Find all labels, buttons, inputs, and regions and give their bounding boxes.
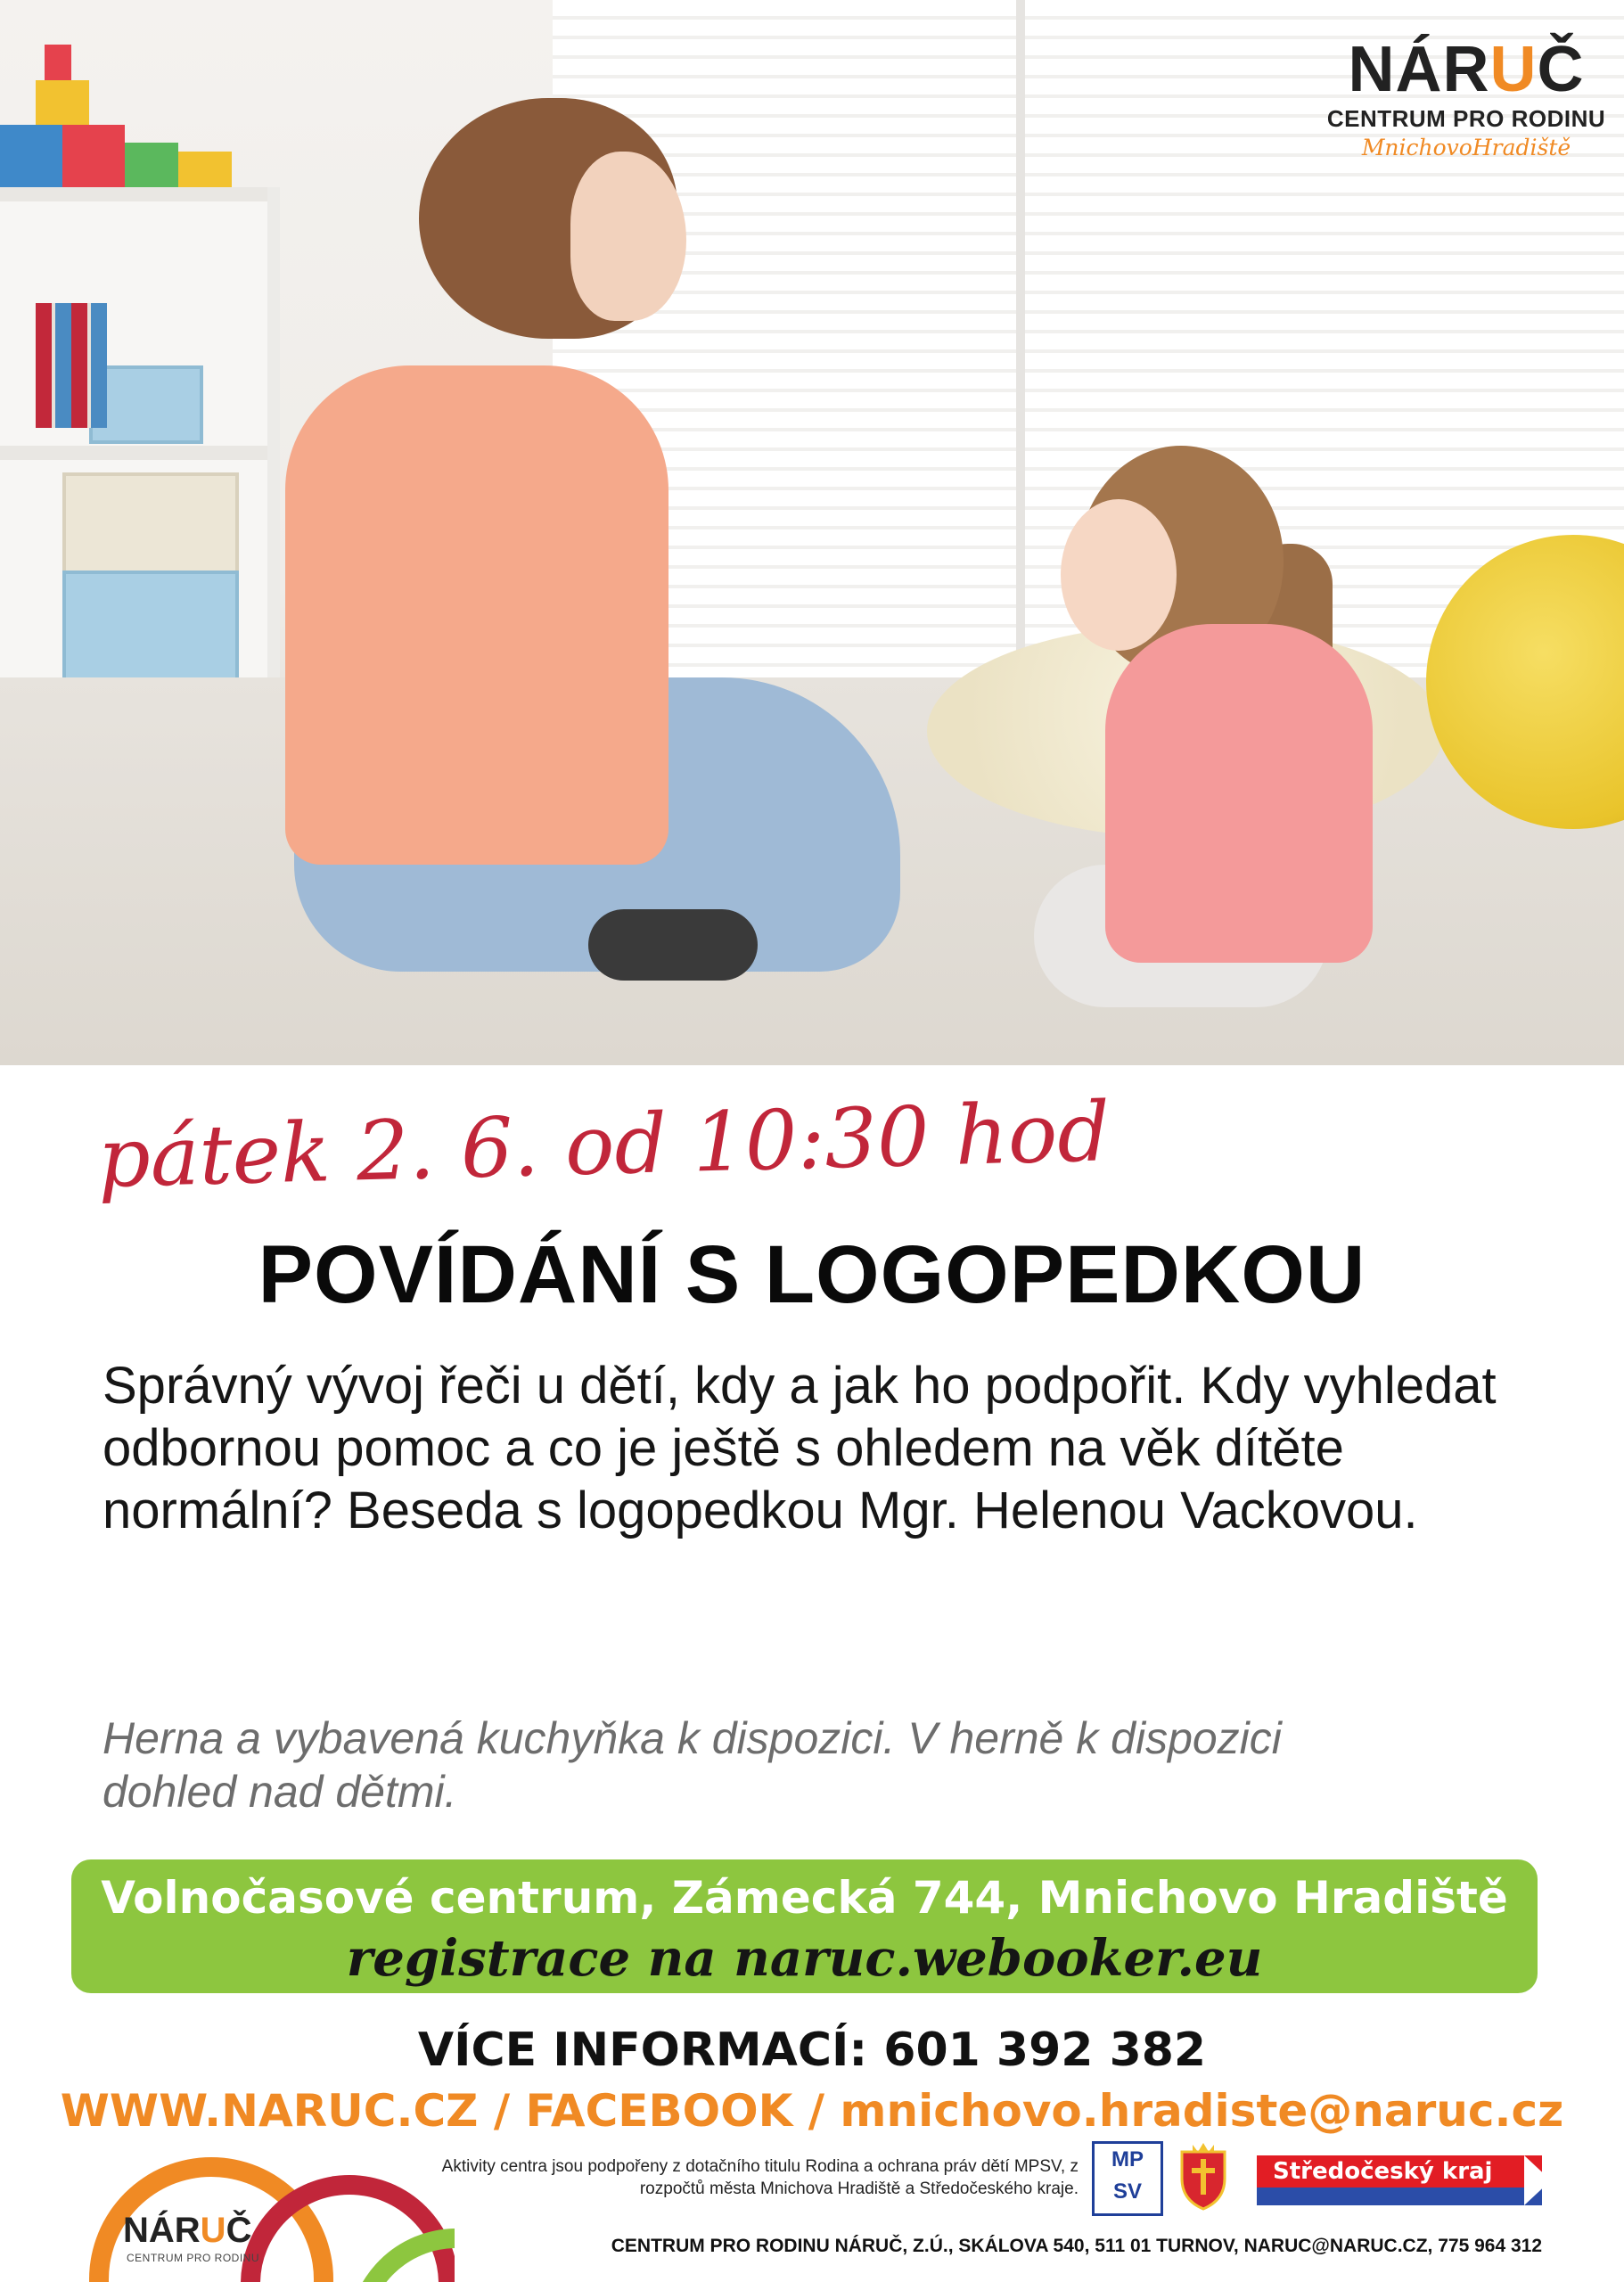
- toy-shelf: [0, 187, 280, 713]
- books: [36, 303, 107, 428]
- town-crest-icon: [1177, 2139, 1230, 2211]
- woman-body: [285, 365, 668, 865]
- more-info-phone: VÍCE INFORMACÍ: 601 392 382: [417, 2023, 1207, 2077]
- venue-address: Volnočasové centrum, Zámecká 744, Mnichovo Hradiště: [101, 1872, 1508, 1924]
- event-datetime: pátek 2. 6. od 10:30 hod: [96, 1084, 1111, 1206]
- region-label: Středočeský kraj: [1273, 2158, 1493, 2185]
- event-description: Správný vývoj řeči u dětí, kdy a jak ho podpořit. Kdy vyhledat odbornou pomoc a co je ještě s ohledem na věk dítěte normální? Beseda s logopedkou Mgr. Helenou Vackovou.: [103, 1357, 1497, 1539]
- logo-wordmark: NÁRUČ: [1348, 34, 1585, 105]
- event-note: Herna a vybavená kuchyňka k dispozici. V herně k dispozici dohled nad dětmi.: [103, 1713, 1282, 1817]
- stredocesky-kraj-logo: [1257, 2155, 1551, 2205]
- woman-shoe: [588, 909, 758, 981]
- venue-banner: [71, 1859, 1538, 1993]
- footer-logo-wordmark: NÁRUČ: [123, 2211, 252, 2250]
- mpsv-logo: MP SV: [1092, 2141, 1163, 2216]
- registration-link[interactable]: registrace na naruc.webooker.eu: [346, 1929, 1263, 1988]
- logo-location: MnichovoHradiště: [1361, 135, 1571, 160]
- girl-body: [1105, 624, 1373, 963]
- footer-logo-subtitle: CENTRUM PRO RODINU: [127, 2252, 259, 2264]
- support-statement: Aktivity centra jsou podpořeny z dotačního titulu Rodina a ochrana práv dětí MPSV, z rozpočtů města Mnichova Hradiště a Středočeského kraje.: [441, 2157, 1079, 2198]
- logo-subtitle: CENTRUM PRO RODINU: [1326, 105, 1606, 132]
- toy-blocks: [0, 36, 232, 187]
- naruc-logo: [1319, 34, 1613, 203]
- girl-face: [1061, 499, 1177, 651]
- event-title: POVÍDÁNÍ S LOGOPEDKOU: [258, 1229, 1366, 1320]
- web-links[interactable]: WWW.NARUC.CZ / FACEBOOK / mnichovo.hradiste@naruc.cz: [60, 2085, 1564, 2137]
- footer-address: CENTRUM PRO RODINU NÁRUČ, Z.Ú., SKÁLOVA 540, 511 01 TURNOV, NARUC@NARUC.CZ, 775 964 312: [611, 2236, 1542, 2256]
